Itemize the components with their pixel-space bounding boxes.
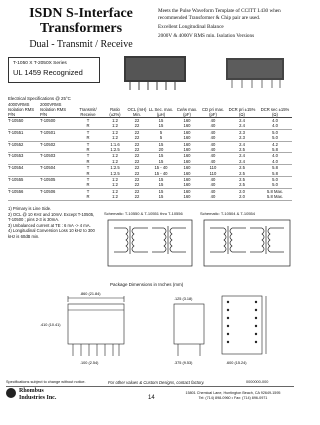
table-cell: T-10555 [8,177,24,183]
table-cell: 15 [158,153,164,159]
table-cell: T [86,153,90,159]
table-cell: 2.5 [226,182,258,188]
table-cell: 2.3 [226,135,258,141]
table-cell: 15 [148,182,174,188]
dim-pitch: .100 (2.54) [80,361,99,365]
table-cell: 22 [134,188,140,194]
table-cell: 22 [134,153,140,159]
table-cell: 1:2 [112,129,118,135]
spec-table [8,102,292,201]
table-cell: 1:2 [112,188,118,194]
table-cell: T-10504 [40,165,56,171]
table-cell: 1:2 [112,177,118,183]
table-cell: 160 [174,147,200,153]
note-item: 3) Unbalanced current at TE : 6 mA -> 4 mA. [8,222,91,228]
table-cell: 160 [183,188,191,194]
schematic-label-1: Schematic: T-10550 & T-10551 thru T-10556 [104,211,183,216]
table-cell: 4.0 [272,153,278,159]
title-line2: Transformers [39,21,123,36]
table-cell: 2.4 [239,118,245,123]
col-header: DCR pri ±15% (Ω) [226,102,258,118]
package-drawing [40,290,290,376]
table-cell: 1:2.5 [110,165,120,171]
table-cell: R [72,194,104,200]
table-cell: R [72,135,104,141]
col-header: Ratio (±2%) [104,102,126,118]
table-cell: T [86,118,90,123]
table-cell: R [72,123,104,129]
table-row [8,194,292,200]
table-cell: 5.0 [272,177,278,183]
table-cell: 22 [126,123,148,129]
table-cell: T [86,141,90,147]
table-cell: 2.4 [239,153,245,159]
footer-divider [6,386,294,387]
table-cell: 40 [200,147,226,153]
electrical-specs-heading: Electrical Specifications @ 25°C [8,96,71,101]
col-header: OCL (mH) Min. [126,102,148,118]
feature-item: Excellent Longitudinal Balance [158,23,224,30]
table-cell: 40 [200,135,226,141]
table-cell: 15 [148,159,174,165]
table-cell: T [86,129,90,135]
table-cell: 40 [200,123,226,129]
table-header-row [8,102,292,118]
table-cell: 160 [183,141,191,147]
col-header: LL Sec. max. (µH) [148,102,174,118]
title-subtitle: Dual - Transmit / Receive [29,39,133,50]
table-cell: 1:2 [104,123,126,129]
table-cell: 160 [174,171,200,177]
feature-item: Meets the Pulse Waveform Template of CCITT I.430 when recommended Transformer & Chip pair are used. [158,8,281,21]
rhombus-logo-icon [6,388,16,398]
table-cell: 2.5 [239,165,245,171]
table-cell: 40 [210,188,216,194]
table-cell: 4.0 [272,118,278,123]
dim-depth: .375 (9.53) [174,361,193,365]
table-cell: 5.0 [272,129,278,135]
table-cell: T-10501 [40,129,56,135]
table-cell: 160 [174,135,200,141]
table-cell: 15 [158,177,164,183]
table-cell: 110 [200,171,226,177]
table-cell: 15 - 40 [154,165,168,171]
table-cell: 40 [200,194,226,200]
feature-list [158,8,296,42]
table-cell: 2.5 [239,177,245,183]
address-line2: Tel: (714) 898-0960 • Fax: (714) 896-0971 [198,395,268,400]
table-cell: 1:2 [112,153,118,159]
table-cell: 160 [183,177,191,183]
table-cell: 5.8 [258,171,292,177]
page-number: 14 [148,395,155,401]
product-photo-side [218,52,294,92]
table-cell: 1:1.6 [110,141,120,147]
table-cell: 40 [210,129,216,135]
col-header: CD pri max. (pF) [200,102,226,118]
dim-height: .410 (10.41) [40,323,61,327]
company-line1: Rhombus [19,388,44,394]
table-cell: 160 [174,123,200,129]
table-cell: 1:2 [104,182,126,188]
table-cell: 5.8 Max. [266,188,284,194]
table-cell: T-10500 [40,118,56,123]
footer-doc-number: 0000000-000 [246,380,269,384]
table-cell: 5 [159,129,163,135]
table-cell: 22 [126,135,148,141]
table-cell: T-10554 [8,165,24,171]
table-cell: 15 [158,188,164,194]
table-cell: 40 [200,182,226,188]
table-cell: 40 [210,141,216,147]
table-cell: 1:2.5 [104,147,126,153]
table-cell: 2.4 [226,159,258,165]
document-title [6,6,156,51]
table-cell: T-10550 [8,118,24,123]
table-cell: 15 - 40 [148,171,174,177]
note-item: 1) Primary is Line Side. [8,206,52,211]
col-header: Transmit/ Receive [72,102,104,118]
table-cell: 1:2 [104,194,126,200]
col-header: 2000VRMS Isolation RMS P/N [40,102,72,118]
table-cell: T-10556 [8,188,24,194]
table-cell: 40 [210,153,216,159]
table-cell: R [72,182,104,188]
ul-recognized-label: UL 1459 Recognized [13,68,83,77]
table-cell: T [86,177,90,183]
table-cell: 2.4 [226,123,258,129]
table-cell: 160 [183,118,191,123]
table-cell: 5 [148,135,174,141]
table-cell: 5.0 [258,135,292,141]
table-cell: 1:2.5 [104,171,126,177]
table-cell: 15 [148,194,174,200]
table-cell: 5.8 Max. [258,194,292,200]
company-address [170,391,296,401]
schematic-diagram-1 [104,218,196,270]
table-cell: T [86,188,90,194]
table-cell: 22 [134,141,140,147]
table-cell [40,194,72,200]
table-cell: T-10506 [40,188,56,194]
table-cell: 160 [183,129,191,135]
table-cell [8,194,40,200]
col-header: Cw/w max. (pF) [174,102,200,118]
company-line2: Industries Inc. [19,394,57,401]
table-cell: 160 [174,194,200,200]
dim-row: .600 (15.24) [226,361,247,365]
table-cell: 160 [183,165,191,171]
dim-lead: .125 (3.18) [174,297,193,301]
table-cell: 40 [200,159,226,165]
table-cell: 1:2 [104,135,126,141]
table-cell: 22 [126,171,148,177]
table-cell: T-10505 [40,177,56,183]
table-cell: 15 [158,141,164,147]
table-cell: 2.3 [239,129,245,135]
table-cell: 4.0 [258,159,292,165]
note-item: 4) Longitudinal Conversion Loss 10 kHz to 300 kHz is 60dB min. [8,228,95,239]
table-cell: T-10552 [8,141,24,147]
schematic-diagram-2 [200,218,294,270]
table-cell: T-10502 [40,141,56,147]
table-cell: 110 [209,165,217,171]
feature-item: 2000V & 4000V RMS min. Isolation Versions [158,33,255,40]
table-cell: T-10551 [8,129,24,135]
table-cell: 160 [174,182,200,188]
table-cell: 15 [148,123,174,129]
table-cell: 22 [126,182,148,188]
address-line1: 15801 Chemical Lane, Huntington Beach, CA 92649-1595 [185,391,281,395]
table-cell: 22 [126,159,148,165]
title-line1: ISDN S-Interface [29,6,133,21]
table-cell: 15 [158,118,164,123]
series-box [8,57,100,83]
table-cell: R [72,147,104,153]
table-cell: 2.0 [226,194,258,200]
table-cell: 1:2 [104,159,126,165]
table-cell: 4.0 [258,123,292,129]
table-cell: 2.5 [226,147,258,153]
table-cell: 2.4 [239,141,245,147]
table-cell: 22 [126,147,148,153]
table-cell: 4.2 [272,141,278,147]
table-cell: 5.0 [258,182,292,188]
table-cell: 22 [134,165,140,171]
table-cell: T-10553 [8,153,24,159]
series-label: T-1050 X T-2050X Series [13,61,67,66]
table-cell: R [72,171,104,177]
table-cell: 5.8 [272,165,278,171]
table-cell: 160 [174,159,200,165]
package-dimensions-title: Package Dimensions in Inches (mm) [110,282,184,287]
table-cell: 5.8 [258,147,292,153]
note-item: 2) OCL @ 10 KHz and 10mV. Except T-10505, T-10500 ; pins 2-3 is 30mA. [8,211,95,222]
footer-custom-note: For other values & Custom Designs, contact factory. [108,380,205,385]
table-cell: T [86,165,90,171]
table-cell: 40 [210,177,216,183]
product-photo [112,48,202,94]
table-cell: 2.5 [226,171,258,177]
col-header: DCR sec ±15% (Ω) [258,102,292,118]
table-cell: 2.0 [239,188,245,194]
table-cell: R [72,159,104,165]
notes-block [8,206,96,239]
table-cell: 1:2 [112,118,118,123]
table-cell: 40 [210,118,216,123]
col-header: 4000VRMS Isolation RMS P/N [8,102,40,118]
table-cell: 22 [134,177,140,183]
table-cell: 160 [183,153,191,159]
schematic-label-2: Schematic: T-10504 & T-10554 [200,211,255,216]
table-cell: 22 [134,118,140,123]
dim-width: .860 (21.84) [80,292,101,296]
table-cell: 22 [134,129,140,135]
table-cell: T-10503 [40,153,56,159]
table-cell: 22 [126,194,148,200]
table-cell: 20 [148,147,174,153]
footer-disclaimer: Specifications subject to change without notice. [6,380,86,384]
company-name [19,388,56,401]
